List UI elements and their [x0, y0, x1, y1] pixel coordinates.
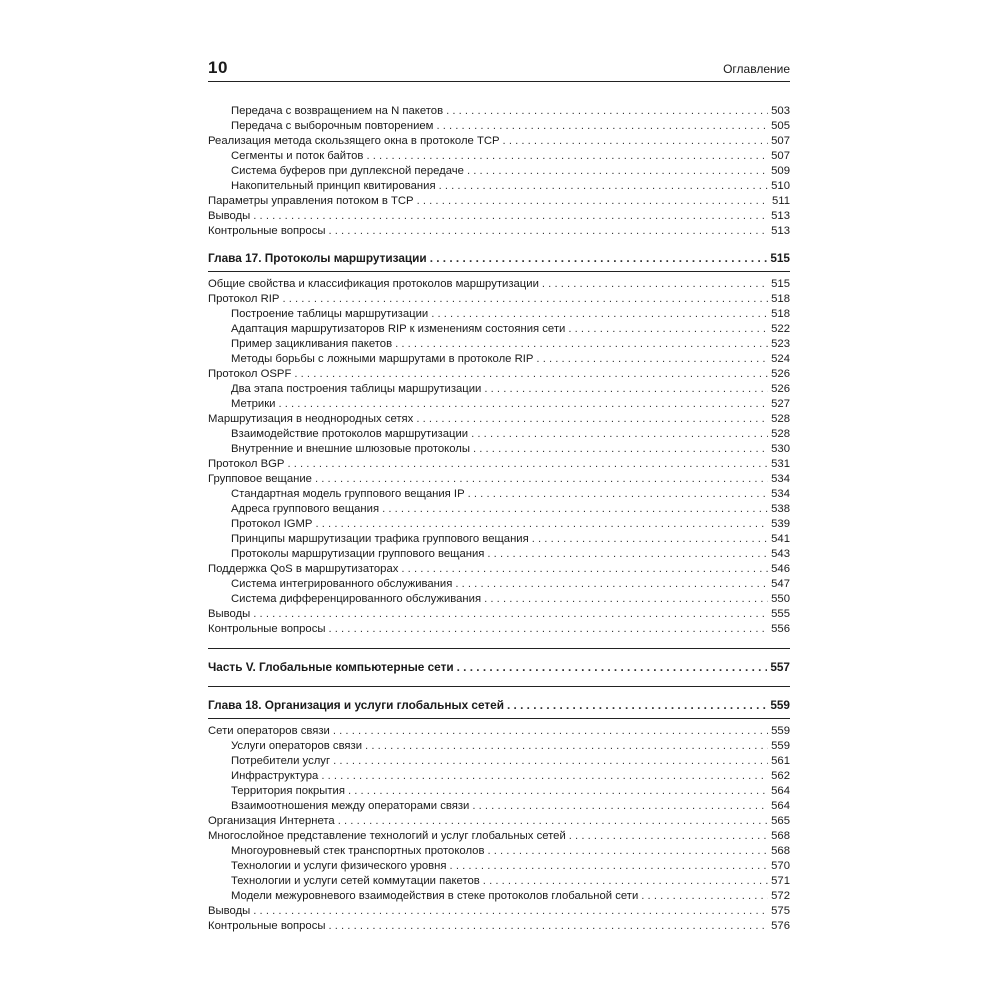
- entry-title: Контрольные вопросы: [208, 225, 326, 237]
- entry-page: 534: [771, 488, 790, 500]
- toc-chapter-18[interactable]: [208, 698, 790, 713]
- dot-leader: [328, 622, 768, 637]
- entry-page: 503: [771, 105, 790, 117]
- entry-title: Многоуровневый стек транспортных протоколов: [231, 845, 485, 857]
- toc-subentry[interactable]: [208, 739, 790, 754]
- dot-leader: [348, 784, 768, 799]
- dot-leader: [253, 904, 768, 919]
- toc-subentry[interactable]: [208, 442, 790, 457]
- entry-page: 550: [771, 593, 790, 605]
- toc-entry[interactable]: [208, 194, 790, 209]
- entry-title: Групповое вещание: [208, 473, 312, 485]
- dot-leader: [294, 367, 768, 382]
- part-title: Часть V. Глобальные компьютерные сети: [208, 660, 454, 674]
- entry-page: 518: [771, 293, 790, 305]
- toc-section-chapter17: [208, 277, 790, 637]
- dot-leader: [401, 562, 768, 577]
- entry-page: 538: [771, 503, 790, 515]
- dot-leader: [365, 739, 768, 754]
- table-of-contents: [208, 104, 790, 934]
- toc-entry[interactable]: [208, 622, 790, 637]
- dot-leader: [467, 164, 768, 179]
- toc-entry[interactable]: [208, 919, 790, 934]
- toc-entry[interactable]: [208, 224, 790, 239]
- entry-page: 559: [771, 740, 790, 752]
- toc-subentry[interactable]: [208, 307, 790, 322]
- entry-title: Передача с возвращением на N пакетов: [231, 105, 444, 117]
- dot-leader: [333, 754, 768, 769]
- dot-leader: [484, 592, 768, 607]
- entry-page: 523: [771, 338, 790, 350]
- toc-entry[interactable]: [208, 904, 790, 919]
- entry-page: 515: [771, 278, 790, 290]
- dot-leader: [487, 547, 768, 562]
- entry-title: Потребители услуг: [231, 755, 331, 767]
- entry-title: Система буферов при дуплексной передаче: [231, 165, 464, 177]
- dot-leader: [568, 322, 768, 337]
- toc-subentry[interactable]: [208, 577, 790, 592]
- entry-page: 562: [771, 770, 790, 782]
- entry-title: Организация Интернета: [208, 815, 335, 827]
- toc-chapter-17[interactable]: [208, 251, 790, 266]
- entry-page: 564: [771, 785, 790, 797]
- toc-entry[interactable]: [208, 412, 790, 427]
- entry-title: Стандартная модель группового вещания IP: [231, 488, 465, 500]
- entry-title: Накопительный принцип квитирования: [231, 180, 436, 192]
- dot-leader: [542, 277, 768, 292]
- entry-title: Два этапа построения таблицы маршрутизации: [231, 383, 482, 395]
- entry-page: 509: [771, 165, 790, 177]
- dot-leader: [473, 442, 768, 457]
- toc-subentry[interactable]: [208, 119, 790, 134]
- dot-leader: [315, 517, 768, 532]
- toc-subentry[interactable]: [208, 502, 790, 517]
- entry-page: 555: [771, 608, 790, 620]
- toc-section-chapter18: [208, 724, 790, 934]
- entry-page: 564: [771, 800, 790, 812]
- entry-page: 565: [771, 815, 790, 827]
- entry-title: Протокол OSPF: [208, 368, 292, 380]
- toc-entry[interactable]: [208, 367, 790, 382]
- entry-page: 572: [771, 890, 790, 902]
- entry-title: Взаимодействие протоколов маршрутизации: [231, 428, 469, 440]
- entry-page: 527: [771, 398, 790, 410]
- toc-entry[interactable]: [208, 814, 790, 829]
- dot-leader: [446, 104, 768, 119]
- dot-leader: [278, 397, 768, 412]
- toc-subentry[interactable]: [208, 427, 790, 442]
- entry-page: 559: [771, 725, 790, 737]
- toc-subentry[interactable]: [208, 179, 790, 194]
- entry-page: 546: [771, 563, 790, 575]
- entry-title: Общие свойства и классификация протоколов маршрутизации: [208, 278, 539, 290]
- dot-leader: [484, 382, 768, 397]
- entry-title: Выводы: [208, 608, 251, 620]
- entry-title: Пример зацикливания пакетов: [231, 338, 393, 350]
- entry-title: Протокол BGP: [208, 458, 285, 470]
- chapter-page: 515: [770, 251, 790, 265]
- dot-leader: [641, 889, 768, 904]
- dot-leader: [468, 487, 769, 502]
- dot-leader: [431, 307, 768, 322]
- entry-page: 571: [771, 875, 790, 887]
- dot-leader: [483, 874, 768, 889]
- dot-leader: [487, 844, 768, 859]
- toc-entry[interactable]: [208, 607, 790, 622]
- entry-title: Сегменты и поток байтов: [231, 150, 364, 162]
- toc-entry[interactable]: [208, 277, 790, 292]
- toc-entry[interactable]: [208, 209, 790, 224]
- entry-title: Протокол IGMP: [231, 518, 313, 530]
- toc-subentry[interactable]: [208, 844, 790, 859]
- dot-leader: [328, 919, 768, 934]
- dot-leader: [417, 194, 769, 209]
- dot-leader: [321, 769, 768, 784]
- entry-page: 513: [771, 225, 790, 237]
- entry-title: Метрики: [231, 398, 276, 410]
- toc-subentry[interactable]: [208, 754, 790, 769]
- dot-leader: [436, 119, 768, 134]
- entry-page: 541: [771, 533, 790, 545]
- entry-title: Внутренние и внешние шлюзовые протоколы: [231, 443, 470, 455]
- dot-leader: [333, 724, 768, 739]
- toc-entry[interactable]: [208, 457, 790, 472]
- chapter-title: Глава 17. Протоколы маршрутизации: [208, 251, 427, 265]
- entry-title: Протоколы маршрутизации группового вещания: [231, 548, 485, 560]
- dot-leader: [338, 814, 768, 829]
- toc-section-chapter16-end: [208, 104, 790, 239]
- entry-page: 561: [771, 755, 790, 767]
- dot-leader: [507, 698, 767, 713]
- entry-title: Параметры управления потоком в TCP: [208, 195, 414, 207]
- entry-page: 530: [771, 443, 790, 455]
- toc-entry[interactable]: [208, 829, 790, 844]
- toc-subentry[interactable]: [208, 487, 790, 502]
- toc-subentry[interactable]: [208, 517, 790, 532]
- page-header: [208, 56, 790, 82]
- toc-part-5[interactable]: [208, 660, 790, 675]
- dot-leader: [532, 532, 768, 547]
- entry-title: Принципы маршрутизации трафика группового вещания: [231, 533, 529, 545]
- entry-page: 513: [771, 210, 790, 222]
- entry-title: Система дифференцированного обслуживания: [231, 593, 482, 605]
- toc-subentry[interactable]: [208, 784, 790, 799]
- entry-title: Выводы: [208, 210, 251, 222]
- dot-leader: [287, 457, 768, 472]
- entry-page: 507: [771, 150, 790, 162]
- entry-title: Реализация метода скользящего окна в протоколе TCP: [208, 135, 500, 147]
- toc-subentry[interactable]: [208, 164, 790, 179]
- toc-subentry[interactable]: [208, 322, 790, 337]
- entry-page: 543: [771, 548, 790, 560]
- toc-entry[interactable]: [208, 724, 790, 739]
- entry-title: Инфраструктура: [231, 770, 319, 782]
- dot-leader: [457, 660, 768, 675]
- entry-page: 526: [771, 368, 790, 380]
- entry-page: 528: [771, 428, 790, 440]
- toc-entry[interactable]: [208, 472, 790, 487]
- toc-subentry[interactable]: [208, 382, 790, 397]
- toc-subentry[interactable]: [208, 337, 790, 352]
- entry-page: 534: [771, 473, 790, 485]
- entry-title: Маршрутизация в неоднородных сетях: [208, 413, 414, 425]
- entry-page: 505: [771, 120, 790, 132]
- entry-title: Технологии и услуги сетей коммутации пакетов: [231, 875, 480, 887]
- entry-title: Протокол RIP: [208, 293, 280, 305]
- entry-page: 522: [771, 323, 790, 335]
- entry-title: Поддержка QoS в маршрутизаторах: [208, 563, 399, 575]
- toc-entry[interactable]: [208, 292, 790, 307]
- entry-page: 524: [771, 353, 790, 365]
- entry-title: Адаптация маршрутизаторов RIP к изменениям состояния сети: [231, 323, 566, 335]
- toc-subentry[interactable]: [208, 397, 790, 412]
- dot-leader: [455, 577, 768, 592]
- entry-title: Адреса группового вещания: [231, 503, 380, 515]
- entry-title: Выводы: [208, 905, 251, 917]
- toc-subentry[interactable]: [208, 352, 790, 367]
- running-title: Оглавление: [723, 62, 790, 76]
- dot-leader: [471, 427, 768, 442]
- dot-leader: [382, 502, 768, 517]
- entry-page: 526: [771, 383, 790, 395]
- toc-subentry[interactable]: [208, 104, 790, 119]
- entry-page: 510: [771, 180, 790, 192]
- entry-title: Услуги операторов связи: [231, 740, 363, 752]
- dot-leader: [366, 149, 768, 164]
- toc-subentry[interactable]: [208, 592, 790, 607]
- entry-page: 568: [771, 830, 790, 842]
- entry-title: Сети операторов связи: [208, 725, 330, 737]
- dot-leader: [282, 292, 768, 307]
- entry-page: 568: [771, 845, 790, 857]
- entry-title: Контрольные вопросы: [208, 623, 326, 635]
- entry-title: Многослойное представление технологий и услуг глобальных сетей: [208, 830, 566, 842]
- toc-subentry[interactable]: [208, 532, 790, 547]
- page-number: 10: [208, 58, 228, 77]
- toc-subentry[interactable]: [208, 874, 790, 889]
- toc-subentry[interactable]: [208, 547, 790, 562]
- dot-leader: [253, 607, 768, 622]
- toc-subentry[interactable]: [208, 889, 790, 904]
- toc-subentry[interactable]: [208, 149, 790, 164]
- header-rule: [208, 81, 790, 82]
- entry-title: Построение таблицы маршрутизации: [231, 308, 429, 320]
- dot-leader: [569, 829, 768, 844]
- dot-leader: [315, 472, 768, 487]
- toc-subentry[interactable]: [208, 859, 790, 874]
- entry-page: 556: [771, 623, 790, 635]
- entry-page: 547: [771, 578, 790, 590]
- dot-leader: [430, 251, 768, 266]
- toc-entry[interactable]: [208, 134, 790, 149]
- entry-title: Взаимоотношения между операторами связи: [231, 800, 470, 812]
- entry-page: 511: [771, 195, 790, 207]
- dot-leader: [395, 337, 768, 352]
- dot-leader: [439, 179, 769, 194]
- entry-page: 575: [771, 905, 790, 917]
- toc-entry[interactable]: [208, 562, 790, 577]
- chapter-title: Глава 18. Организация и услуги глобальных сетей: [208, 698, 504, 712]
- dot-leader: [472, 799, 768, 814]
- entry-title: Контрольные вопросы: [208, 920, 326, 932]
- entry-page: 518: [771, 308, 790, 320]
- entry-page: 507: [771, 135, 790, 147]
- entry-title: Система интегрированного обслуживания: [231, 578, 453, 590]
- dot-leader: [503, 134, 769, 149]
- part-page: 557: [770, 660, 790, 674]
- entry-page: 539: [771, 518, 790, 530]
- entry-title: Технологии и услуги физического уровня: [231, 860, 447, 872]
- entry-page: 570: [771, 860, 790, 872]
- dot-leader: [328, 224, 768, 239]
- dot-leader: [416, 412, 768, 427]
- dot-leader: [536, 352, 768, 367]
- entry-page: 531: [771, 458, 790, 470]
- toc-subentry[interactable]: [208, 799, 790, 814]
- chapter-page: 559: [770, 698, 790, 712]
- dot-leader: [450, 859, 769, 874]
- entry-title: Методы борьбы с ложными маршрутами в протоколе RIP: [231, 353, 534, 365]
- entry-page: 576: [771, 920, 790, 932]
- toc-subentry[interactable]: [208, 769, 790, 784]
- entry-page: 528: [771, 413, 790, 425]
- entry-title: Территория покрытия: [231, 785, 345, 797]
- entry-title: Модели межуровневого взаимодействия в стеке протоколов глобальной сети: [231, 890, 639, 902]
- entry-title: Передача с выборочным повторением: [231, 120, 434, 132]
- dot-leader: [253, 209, 768, 224]
